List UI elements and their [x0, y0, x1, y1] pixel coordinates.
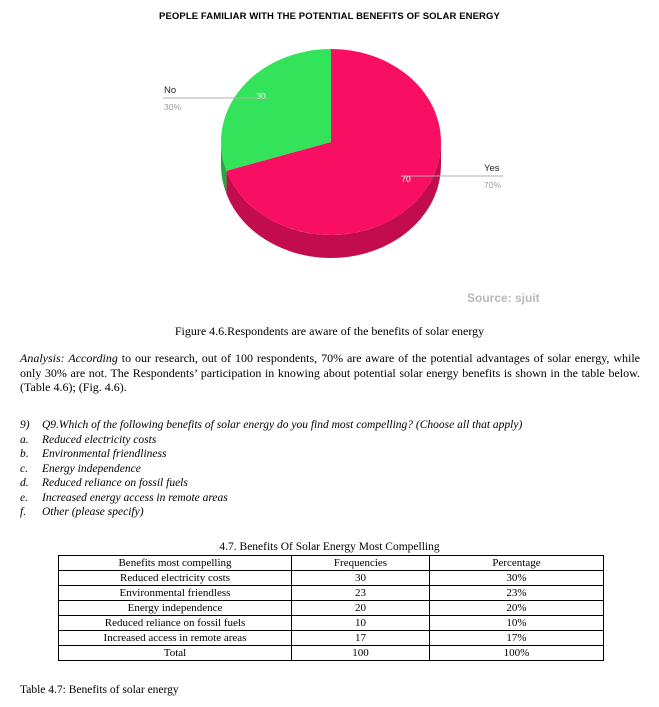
slice-name-no: No	[164, 85, 177, 96]
table-total-row	[59, 646, 604, 661]
data-label-no: 30	[256, 91, 266, 101]
figure-caption: Figure 4.6.Respondents are aware of the benefits of solar energy	[174, 324, 485, 338]
option-letter: e.	[20, 491, 28, 504]
slice-pct-no: 30%	[164, 102, 182, 112]
table-row	[59, 586, 604, 601]
benefits-table	[58, 555, 604, 661]
table-cell: 100	[292, 646, 430, 661]
option-item	[20, 447, 640, 462]
table-row	[59, 571, 604, 586]
table-cell: Reduced electricity costs	[59, 571, 292, 586]
chart-title: PEOPLE FAMILIAR WITH THE POTENTIAL BENEFITS OF SOLAR ENERGY	[159, 11, 500, 22]
table-cell: Reduced reliance on fossil fuels	[59, 616, 292, 631]
header-cell: Frequencies	[292, 556, 430, 571]
slice-pct-yes: 70%	[484, 180, 502, 190]
survey-question	[20, 418, 640, 520]
data-label-yes: 70	[401, 174, 411, 184]
table-cell: 17	[292, 631, 430, 646]
table-cell: 10	[292, 616, 430, 631]
option-item	[20, 433, 640, 448]
option-text: Increased energy access in remote areas	[42, 491, 228, 504]
option-letter: f.	[20, 506, 27, 518]
option-text: Reduced reliance on fossil fuels	[42, 477, 188, 489]
option-text: Energy independence	[42, 462, 141, 475]
analysis-lead: Analysis: According	[20, 351, 118, 365]
question-number: 9)	[20, 419, 30, 431]
option-letter: b.	[20, 448, 29, 460]
option-letter: c.	[20, 462, 28, 475]
header-cell: Benefits most compelling	[59, 556, 292, 571]
table-cell: Energy independence	[59, 601, 292, 616]
option-item	[20, 476, 640, 491]
option-letter: a.	[20, 433, 29, 446]
table-cell: 30	[292, 571, 430, 586]
option-text: Reduced electricity costs	[42, 433, 157, 446]
table-cell: 30%	[430, 571, 604, 586]
option-item	[20, 505, 640, 520]
question-text: Q9.Which of the following benefits of solar energy do you find most compelling? (Choose all that apply)	[42, 419, 523, 431]
header-cell: Percentage	[430, 556, 604, 571]
option-text: Other (please specify)	[42, 506, 144, 518]
table-cell: 10%	[430, 616, 604, 631]
table-cell: 100%	[430, 646, 604, 661]
option-item	[20, 491, 640, 506]
table-cell: 20%	[430, 601, 604, 616]
pie-chart	[0, 0, 659, 310]
table-cell: 23	[292, 586, 430, 601]
option-text: Environmental friendliness	[42, 448, 167, 460]
table-row	[59, 616, 604, 631]
table-header-row	[59, 556, 604, 571]
table-row	[59, 631, 604, 646]
analysis-paragraph	[20, 351, 640, 395]
option-item	[20, 462, 640, 477]
source-label: Source: sjuit	[467, 291, 540, 305]
table-caption: 4.7. Benefits Of Solar Energy Most Compelling	[219, 541, 440, 553]
analysis-body: to our research, out of 100 respondents, 70% are aware of the potential advantages of solar energy, while only 30% are not. The Respondents’ participation in knowing about potential solar energy benefits is shown in the table below. (Table 4.6); (Fig. 4.6).	[20, 351, 640, 394]
question-row	[20, 418, 640, 433]
option-letter: d.	[20, 477, 29, 489]
table-cell: Increased access in remote areas	[59, 631, 292, 646]
table-cell: 23%	[430, 586, 604, 601]
table-cell: 17%	[430, 631, 604, 646]
table-cell: Total	[59, 646, 292, 661]
table-cell: Environmental friendless	[59, 586, 292, 601]
table-cell: 20	[292, 601, 430, 616]
table-label: Table 4.7: Benefits of solar energy	[20, 684, 179, 696]
table-row	[59, 601, 604, 616]
slice-name-yes: Yes	[484, 163, 500, 174]
